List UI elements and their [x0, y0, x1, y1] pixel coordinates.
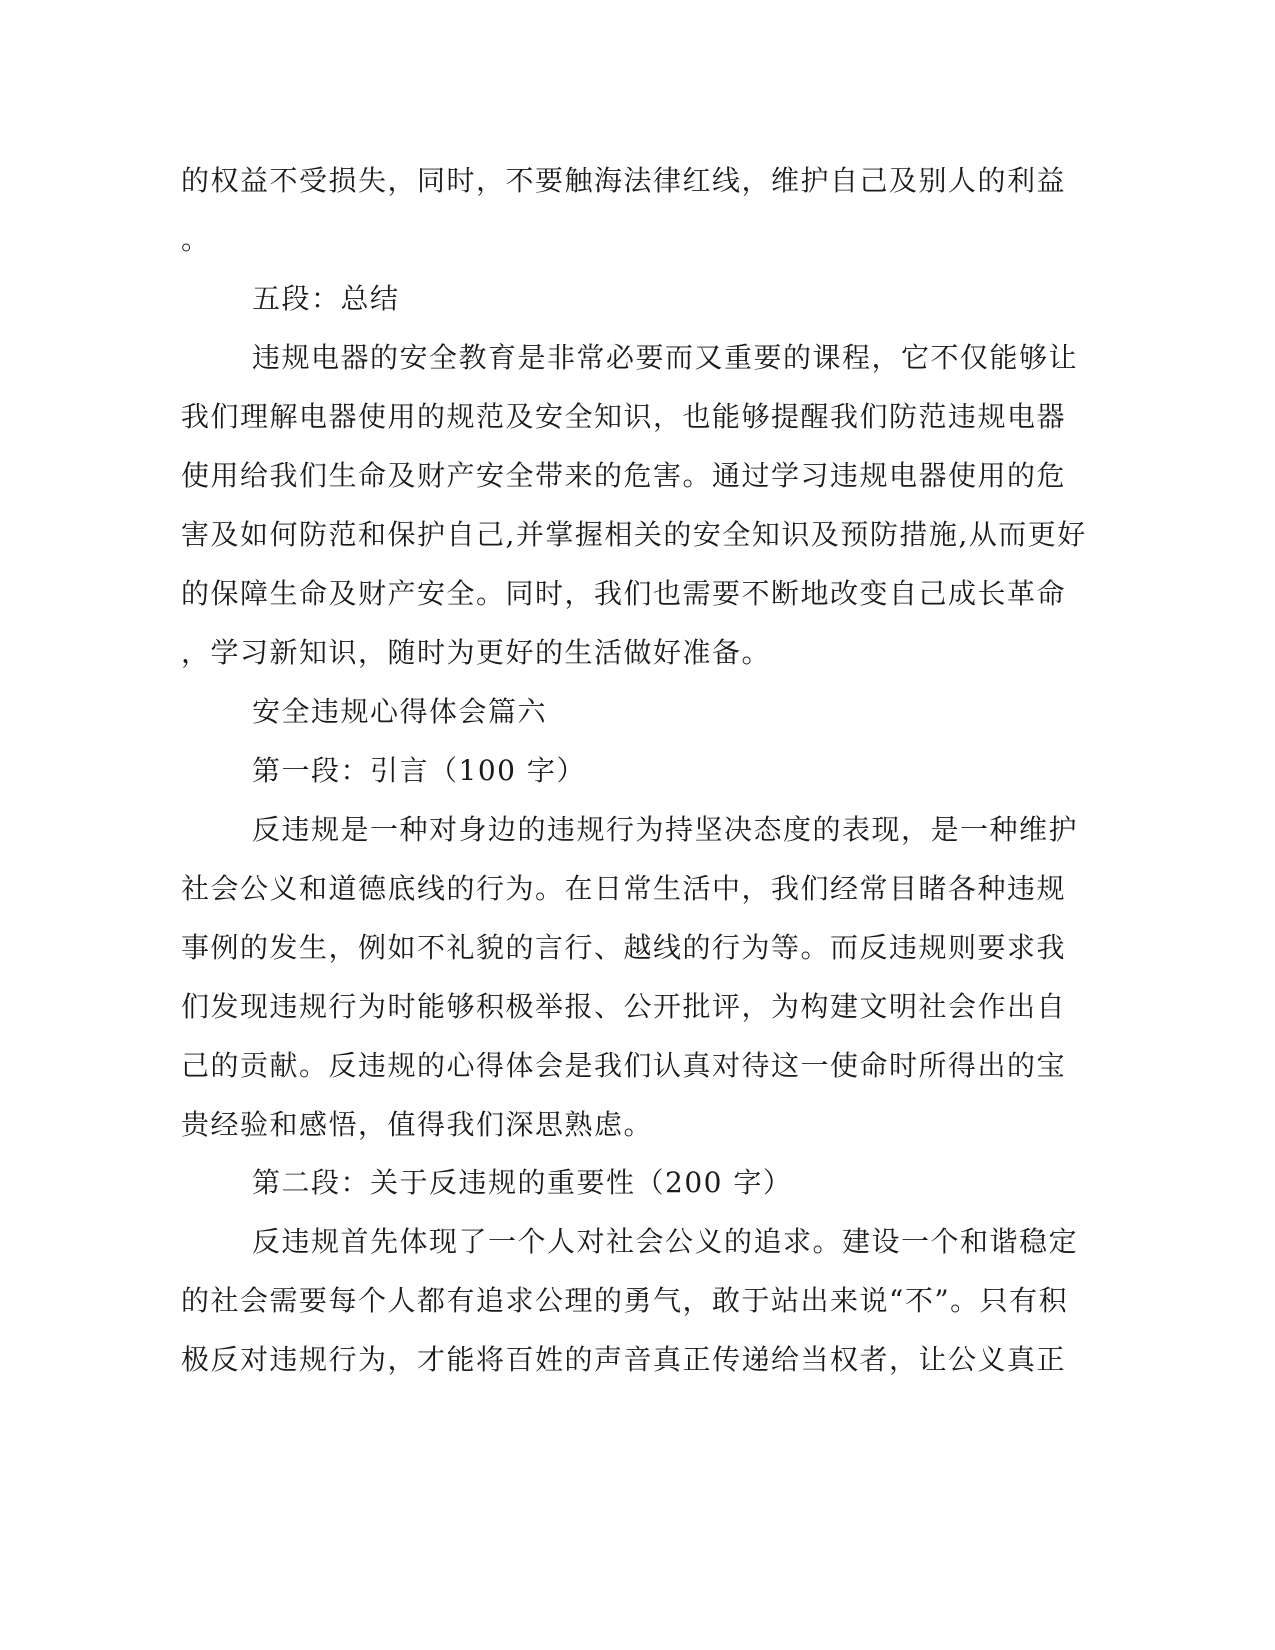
text-line: 害及如何防范和保护自己,并掌握相关的安全知识及预防措施,从而更好: [181, 518, 1087, 551]
text-line: 反违规首先体现了一个人对社会公义的追求。建设一个和谐稳定: [252, 1225, 1079, 1258]
section-heading: 第二段：关于反违规的重要性（200 字）: [252, 1166, 793, 1199]
text-line: 事例的发生，例如不礼貌的言行、越线的行为等。而反违规则要求我: [181, 931, 1067, 964]
text-line: 的权益不受损失，同时，不要触海法律红线，维护自己及别人的利益: [181, 164, 1067, 197]
text-line: 我们理解电器使用的规范及安全知识，也能够提醒我们防范违规电器: [181, 400, 1067, 433]
text-line: 的社会需要每个人都有追求公理的勇气，敢于站出来说“不”。只有积: [181, 1284, 1069, 1317]
text-line: 己的贡献。反违规的心得体会是我们认真对待这一使命时所得出的宝: [181, 1049, 1067, 1082]
text-line: 违规电器的安全教育是非常必要而又重要的课程，它不仅能够让: [252, 341, 1079, 374]
text-line: 们发现违规行为时能够积极举报、公开批评，为构建文明社会作出自: [181, 990, 1067, 1023]
text-line: 社会公义和道德底线的行为。在日常生活中，我们经常目睹各种违规: [181, 872, 1067, 905]
text-line: 的保障生命及财产安全。同时，我们也需要不断地改变自己成长革命: [181, 577, 1067, 610]
section-heading: 五段：总结: [252, 282, 400, 315]
text-line: 贵经验和感悟，值得我们深思熟虑。: [181, 1108, 654, 1141]
section-heading: 第一段：引言（100 字）: [252, 754, 586, 787]
text-line: 。: [181, 223, 211, 256]
text-line: 反违规是一种对身边的违规行为持坚决态度的表现，是一种维护: [252, 813, 1079, 846]
text-line: 极反对违规行为，才能将百姓的声音真正传递给当权者，让公义真正: [181, 1343, 1067, 1376]
text-line: ，学习新知识，随时为更好的生活做好准备。: [181, 636, 772, 669]
text-line: 使用给我们生命及财产安全带来的危害。通过学习违规电器使用的危: [181, 459, 1067, 492]
article-title: 安全违规心得体会篇六: [252, 695, 548, 728]
